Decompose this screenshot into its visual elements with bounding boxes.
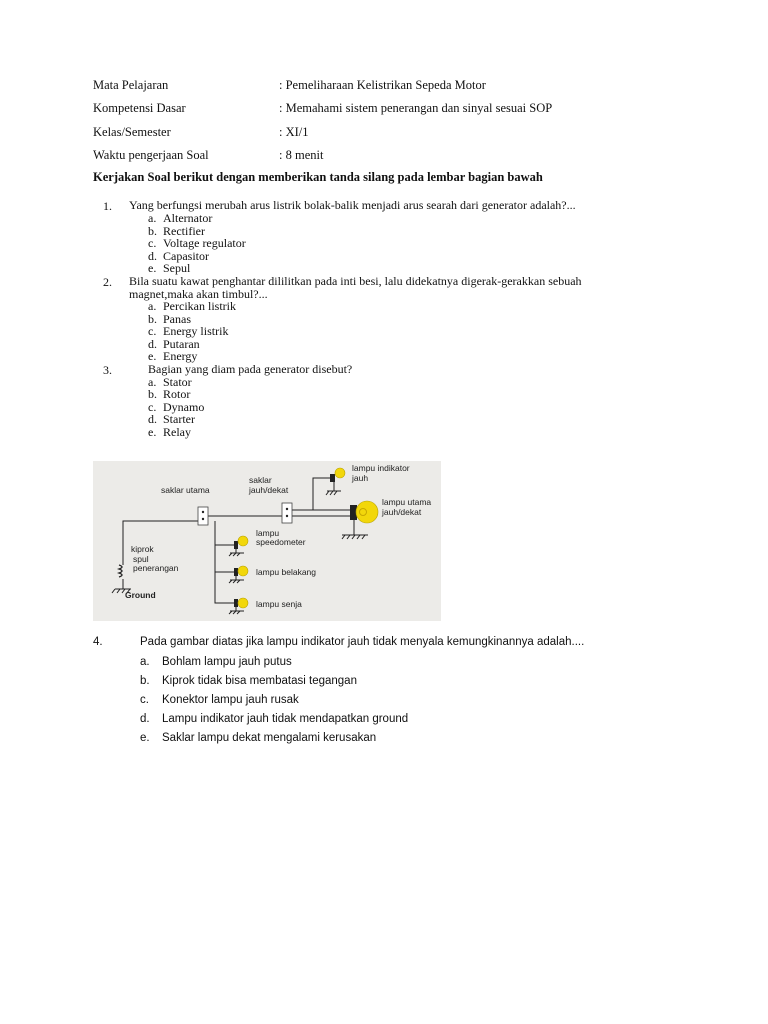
option-text: Saklar lampu dekat mengalami kerusakan: [162, 732, 377, 744]
option-letter: b.: [148, 387, 157, 401]
option-letter: c.: [148, 399, 157, 414]
option-text: Kiprok tidak bisa membatasi tegangan: [162, 675, 357, 687]
question-text-line-1: Bila suatu kawat penghantar dililitkan pada inti besi, lalu didekatnya digerak-gerakkan sebuah: [129, 274, 582, 288]
ground-icon: [229, 549, 244, 556]
question-text: Pada gambar diatas jika lampu indikator jauh tidak menyala kemungkinannya adalah....: [140, 636, 585, 648]
switch-contact: [286, 515, 288, 517]
info-key: Mata Pelajaran: [93, 78, 169, 92]
option-text: Panas: [163, 311, 191, 326]
option-letter: a.: [148, 299, 157, 313]
spul-coil-icon: [119, 565, 122, 577]
option-letter: d.: [148, 248, 157, 263]
switch-contact: [286, 508, 288, 510]
question-text-line-2: magnet,maka akan timbul?...: [129, 287, 268, 301]
option-e[interactable]: [148, 350, 197, 363]
option-letter: b.: [148, 223, 157, 238]
bulb-socket: [234, 541, 238, 549]
wire-to-indicator: [313, 478, 331, 510]
option-letter: e.: [148, 424, 157, 439]
option-letter: d.: [140, 713, 150, 725]
question-number: 2.: [103, 275, 112, 289]
label-indikator-2: jauh: [352, 473, 369, 483]
option-letter: a.: [140, 656, 150, 668]
info-value: : 8 menit: [279, 148, 324, 162]
info-key: Waktu pengerjaan Soal: [93, 148, 209, 162]
option-text: Capasitor: [163, 248, 209, 263]
option-text: Stator: [163, 374, 192, 389]
ground-icon: [229, 576, 244, 583]
option-text: Relay: [163, 424, 191, 439]
label-belakang: lampu belakang: [256, 567, 317, 577]
info-key: Kelas/Semester: [93, 125, 171, 139]
label-senja: lampu senja: [256, 599, 302, 609]
wiring-diagram-svg: [93, 461, 441, 621]
label-utama-2: jauh/dekat: [382, 507, 422, 517]
option-a[interactable]: [140, 656, 440, 670]
wire-main-vertical: [215, 521, 234, 603]
option-letter: d.: [148, 336, 157, 351]
option-text: Sepul: [163, 261, 191, 275]
switch-contact: [202, 518, 204, 520]
option-letter: c.: [148, 236, 157, 250]
option-letter: d.: [148, 412, 157, 426]
wiring-diagram: [93, 461, 441, 621]
label-spul-1: spul: [133, 554, 149, 564]
label-saklar-1: saklar: [249, 475, 272, 485]
question-number: 4.: [93, 636, 103, 648]
option-text: Voltage regulator: [163, 236, 246, 250]
option-letter: c.: [148, 324, 157, 338]
option-text: Energy listrik: [163, 324, 229, 338]
info-key: Kompetensi Dasar: [93, 101, 186, 115]
senja-lamp-bulb-icon: [238, 598, 248, 608]
option-letter: e.: [148, 261, 157, 275]
bulb-socket: [234, 599, 238, 607]
label-speedo-2: speedometer: [256, 537, 306, 547]
main-switch: [198, 507, 208, 525]
option-text: Starter: [163, 412, 195, 426]
question-text: Bagian yang diam pada generator disebut?: [148, 362, 353, 376]
option-text: Lampu indikator jauh tidak mendapatkan ground: [162, 713, 409, 725]
label-saklar-utama: saklar utama: [161, 485, 210, 495]
option-text: Alternator: [163, 211, 213, 225]
option-e[interactable]: [148, 262, 190, 275]
option-b[interactable]: [140, 675, 440, 689]
option-a[interactable]: [148, 300, 236, 313]
question-number: 3.: [103, 363, 112, 377]
option-c[interactable]: [140, 694, 440, 708]
info-value: : Memahami sistem penerangan dan sinyal sesuai SOP: [279, 101, 553, 115]
instruction-text: Kerjakan Soal berikut dengan memberikan tanda silang pada lembar bagian bawah: [93, 170, 543, 184]
option-letter: b.: [140, 675, 150, 687]
option-text: Energy: [163, 349, 198, 363]
indicator-bulb-icon: [335, 468, 345, 478]
option-text: Rotor: [163, 387, 191, 401]
option-letter: a.: [148, 374, 157, 389]
dim-switch: [282, 503, 292, 523]
speedometer-bulb-icon: [238, 536, 248, 546]
option-text: Bohlam lampu jauh putus: [162, 656, 292, 668]
option-letter: a.: [148, 211, 157, 225]
label-indikator-1: lampu indikator: [352, 463, 410, 473]
option-text: Putaran: [163, 336, 200, 351]
ground-icon: [326, 482, 341, 495]
question-text: Yang berfungsi merubah arus listrik bolak-balik menjadi arus searah dari generator adalah?...: [129, 198, 576, 212]
option-letter: b.: [148, 311, 157, 326]
label-ground: Ground: [125, 590, 156, 600]
option-letter: e.: [148, 349, 157, 363]
option-text: Rectifier: [163, 223, 205, 238]
option-e[interactable]: [140, 732, 440, 746]
info-value: : Pemeliharaan Kelistrikan Sepeda Motor: [279, 78, 486, 92]
label-speedo-1: lampu: [256, 528, 280, 538]
option-e[interactable]: [148, 426, 191, 439]
label-saklar-2: jauh/dekat: [249, 485, 289, 495]
question-number: 1.: [103, 199, 112, 213]
label-kiprok: kiprok: [131, 544, 154, 554]
option-text: Percikan listrik: [163, 299, 236, 313]
rear-lamp-bulb-icon: [238, 566, 248, 576]
info-value: : XI/1: [279, 125, 309, 139]
option-letter: e.: [140, 732, 150, 744]
bulb-socket: [234, 568, 238, 576]
bulb-socket: [330, 474, 335, 482]
label-utama-1: lampu utama: [382, 497, 432, 507]
label-spul-2: penerangan: [133, 563, 179, 573]
wires: [123, 478, 351, 603]
option-d[interactable]: [140, 713, 440, 727]
option-text: Konektor lampu jauh rusak: [162, 694, 299, 706]
option-letter: c.: [140, 694, 149, 706]
option-text: Dynamo: [163, 399, 205, 414]
switch-contact: [202, 511, 204, 513]
